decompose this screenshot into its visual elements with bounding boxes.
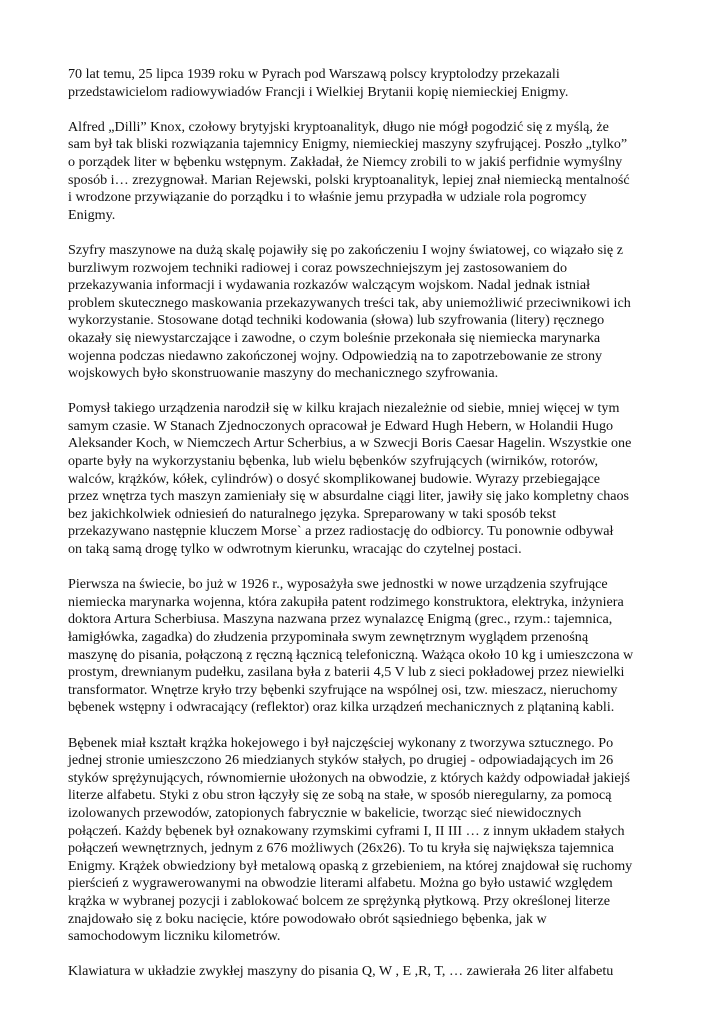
text-line: prostym, drewnianym pudełku, zasilana była z baterii 4,5 V lub z sieci pokładowej przez niewielki <box>68 664 625 681</box>
text-line: wojskowych było skonstruowanie maszyny do mechanicznego szyfrowania. <box>68 365 499 382</box>
text-line: walców, krążków, kółek, cylindrów) o dosyć skomplikowanej budowie. Wyrazy przebiegające <box>68 470 601 487</box>
text-line: znajdowało się z boku nacięcie, które powodowało obrót sąsiedniego bębenka, jak w <box>68 910 547 927</box>
text-line: Enigmy. Krążek obwiedziony był metalową opaską z grzebieniem, na której znajdował się ruchomy <box>68 857 633 874</box>
text-line: sam był tak bliski rozwiązania tajemnicy Enigmy, niemieckiej maszyny szyfrującej. Poszło „tylko” <box>68 136 628 153</box>
paragraph-intro <box>68 66 658 101</box>
text-line: Pierwsza na świecie, bo już w 1926 r., wyposażyła swe jednostki w nowe urządzenia szyfrujące <box>68 576 608 593</box>
text-line: wojenna podczas niedawno zakończonej wojny. Odpowiedzią na to zapotrzebowanie ze strony <box>68 347 603 364</box>
text-line: problem skutecznego maskowania przekazywanych treści tak, aby uniemożliwić przeciwnikowi ich <box>68 294 631 311</box>
text-line: jednej stronie umieszczono 26 miedzianych styków stałych, po drugiej - odpowiadających im 26 <box>68 752 614 769</box>
text-line: doktora Artura Scherbiusa. Maszyna nazwana przez wynalazcę Enigmą (grec., rzym.: tajemnica, <box>68 611 613 628</box>
text-line: łamigłówka, zagadka) do złudzenia przypominała swym zewnętrznym wyglądem przenośną <box>68 629 589 645</box>
paragraph-navy-enigma <box>68 576 658 717</box>
text-line: maszynę do pisania, połączoną z ręczną łącznicą telefoniczną. Ważąca około 10 kg i umieszczona w <box>68 646 634 663</box>
text-line: Aleksander Koch, w Niemczech Artur Scherbius, a w Szwecji Boris Caesar Hagelin. Wszystkie one <box>68 435 632 452</box>
text-line: przekazywania informacji i wydawania rozkazów walczącym wojskom. Nadal jednak istniał <box>68 277 591 294</box>
document-page <box>68 66 658 998</box>
paragraph-machine-ciphers <box>68 242 658 383</box>
text-line: sposób i… zrezygnował. Marian Rejewski, polski kryptoanalityk, lepiej znał niemiecką mentalność <box>68 171 630 188</box>
paragraph-knox <box>68 119 658 225</box>
paragraph-keyboard <box>68 963 658 981</box>
text-line: izolowanych przewodów, zatopionych fabrycznie w bakelicie, tworząc sieć niewidocznych <box>68 804 582 821</box>
text-line: Klawiatura w układzie zwykłej maszyny do pisania Q, W , E ,R, T, … zawierała 26 liter alfabetu <box>68 963 614 980</box>
text-line: pierścień z wygrawerowanymi na obwodzie literami alfabetu. Można go było ustawić względem <box>68 875 613 892</box>
text-line: Enigmy. <box>68 206 116 223</box>
text-line: bębenek wstępny i odwracający (reflektor) oraz kilka urządzeń mechanicznych z plątaniną kabli. <box>68 699 615 716</box>
text-line: bez jakichkolwiek odniesień do naturalnego języka. Spreparowany w taki sposób tekst <box>68 505 557 522</box>
text-line: o porządek liter w bębenku wstępnym. Zakładał, że Niemcy zrobili to w jakiś perfidnie wymyślny <box>68 153 623 170</box>
text-line: i wrodzone przywiązanie do porządku i to właśnie jemu przypadła w udziale rola pogromcy <box>68 189 587 206</box>
text-line: samochodowym liczniku kilometrów. <box>68 928 281 945</box>
paragraph-rotor <box>68 735 658 946</box>
text-line: Alfred „Dilli” Knox, czołowy brytyjski kryptoanalityk, długo nie mógł pogodzić się z myślą, że <box>68 118 609 135</box>
text-line: wykorzystanie. Stosowane dotąd techniki kodowania (słowa) lub szyfrowania (litery) ręcznego <box>68 312 605 329</box>
text-line: styków sprężynujących, równomiernie ułożonych na obwodzie, z których każdy odpowiadał jakiejś <box>68 769 631 786</box>
text-line: on taką samą drogę tylko w odwrotnym kierunku, wracając do czytelnej postaci. <box>68 541 522 558</box>
text-line: literze alfabetu. Styki z obu stron łączyły się ze sobą na stałe, w sposób nieregularny, za pomocą <box>68 787 612 804</box>
paragraph-inventors <box>68 400 658 558</box>
text-line: krążka w wybranej pozycji i zablokować bolcem ze sprężynką płytkową. Przy określonej literze <box>68 892 611 909</box>
text-line: niemiecka marynarka wojenna, która zakupiła patent rodzimego konstruktora, elektryka, inżyniera <box>68 593 624 610</box>
text-line: przekazywano następnie kluczem Morse` a przez radiostację do odbiorcy. Tu ponownie odbywał <box>68 523 614 540</box>
text-line: 70 lat temu, 25 lipca 1939 roku w Pyrach pod Warszawą polscy kryptolodzy przekazali <box>68 66 560 82</box>
text-line: połączeń wewnętrznych, jednym z 676 możliwych (26x26). To tu kryła się największa tajemnica <box>68 840 614 857</box>
text-line: oparte były na wykorzystaniu bębenka, lub wielu bębenków szyfrujących (wirników, rotorów, <box>68 453 599 470</box>
text-line: okazały się niewystarczające i zawodne, o czym boleśnie przekonała się niemiecka marynarka <box>68 329 601 346</box>
text-line: transformator. Wnętrze kryło trzy bębenki szyfrujące na wspólnej osi, tzw. mieszacz, nieruchomy <box>68 681 618 698</box>
text-line: Bębenek miał kształt krążka hokejowego i był najczęściej wykonany z tworzywa sztucznego. Po <box>68 734 614 751</box>
text-line: połączeń. Każdy bębenek był oznakowany rzymskimi cyframi I, II III … z innym układem stałych <box>68 822 625 839</box>
text-line: samym czasie. W Stanach Zjednoczonych opracował je Edward Hugh Hebern, w Holandii Hugo <box>68 417 614 434</box>
text-line: przedstawicielom radiowywiadów Francji i Wielkiej Brytanii kopię niemieckiej Enigmy. <box>68 83 569 100</box>
text-line: burzliwym rozwojem techniki radiowej i coraz powszechniejszym jej zastosowaniem do <box>68 259 567 276</box>
text-line: Szyfry maszynowe na dużą skalę pojawiły się po zakończeniu I wojny światowej, co wiązało się z <box>68 241 623 258</box>
text-line: Pomysł takiego urządzenia narodził się w kilku krajach niezależnie od siebie, mniej więcej w tym <box>68 400 620 417</box>
text-line: przez wnętrza tych maszyn zamieniały się w absurdalne ciągi liter, jawiły się jako kompletny chaos <box>68 488 630 505</box>
